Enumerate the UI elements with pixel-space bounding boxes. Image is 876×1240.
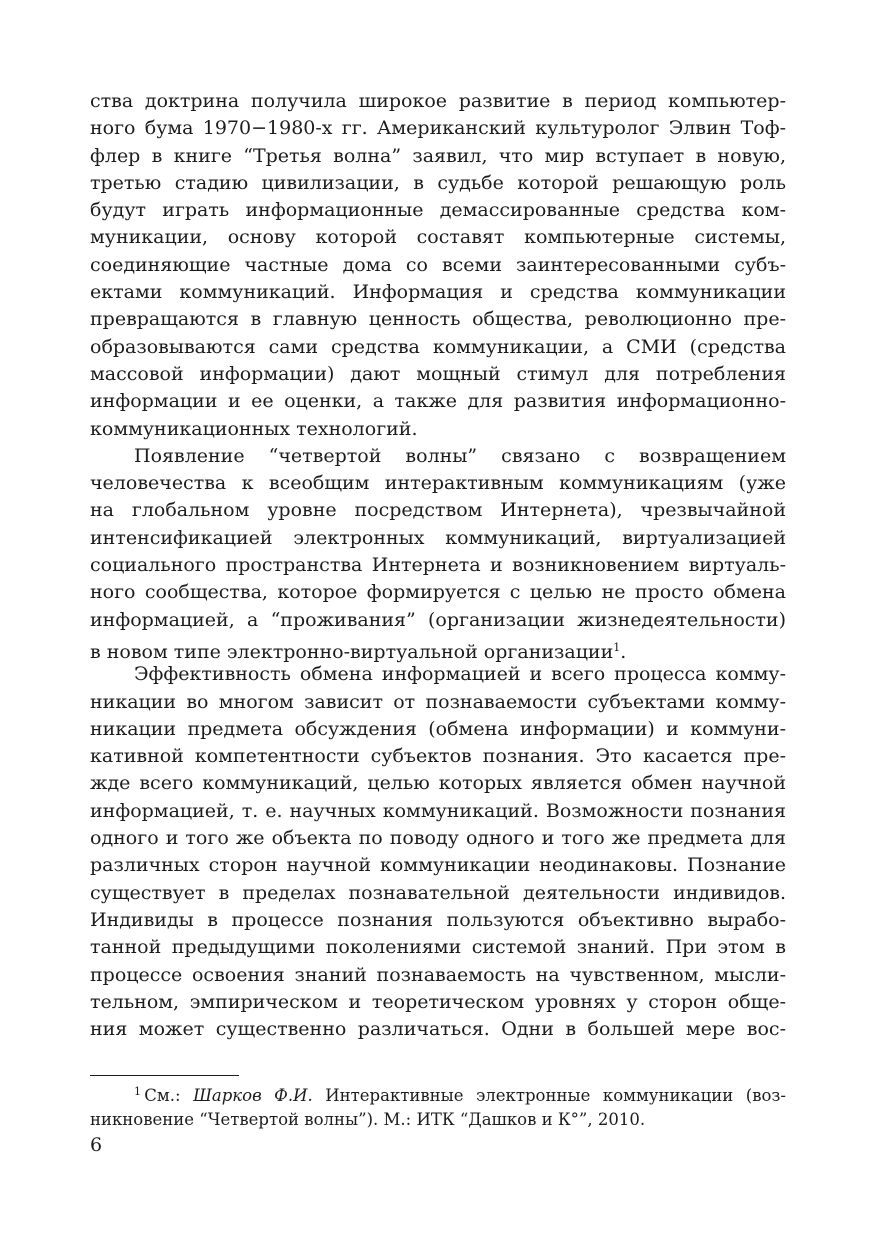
text-line: кативной компетентности субъектов познания. Это касается пре- xyxy=(90,745,786,768)
text-line: человечества к всеобщим интерактивным коммуникациям (уже xyxy=(90,472,786,495)
text-line: интенсификацией электронных коммуникаций, виртуализацией xyxy=(90,526,786,549)
text-line: соединяющие частные дома со всеми заинтересованными субъ- xyxy=(90,253,786,276)
text-line: жде всего коммуникаций, целью которых является обмен научной xyxy=(90,772,786,795)
text-line: информацией, а “проживания” (организации жизнедеятельности) xyxy=(90,608,786,631)
text-line: никации во многом зависит от познаваемости субъектами комму- xyxy=(90,690,786,713)
text-line: Появление “четвертой волны” связано с возвращением xyxy=(134,444,786,467)
text-line: ного бума 1970−1980-х гг. Американский культуролог Элвин Тоф- xyxy=(90,117,786,140)
text-line: на глобальном уровне посредством Интернета), чрезвычайной xyxy=(90,499,786,522)
text-line: тельном, эмпирическом и теоретическом уровнях у сторон обще- xyxy=(90,990,786,1013)
body-text xyxy=(90,88,786,1043)
text-line: ния может существенно различаться. Одни в большей мере вос- xyxy=(90,1018,786,1041)
footnote-prefix: См.: xyxy=(144,1086,194,1105)
footnote-line: никновение “Четвертой волны”). М.: ИТК “Дашков и К°”, 2010. xyxy=(90,1110,646,1129)
text-line: ектами коммуникаций. Информация и средства коммуникации xyxy=(90,281,786,304)
text-line: муникации, основу которой составят компьютерные системы, xyxy=(90,226,786,249)
text-line: социального пространства Интернета и возникновением виртуаль- xyxy=(90,554,786,577)
text-line: ства доктрина получила широкое развитие в период компьютер- xyxy=(90,90,786,112)
text-line: никации предмета обсуждения (обмена информации) и коммуни- xyxy=(90,717,786,740)
text-line: информацией, т. е. научных коммуникаций. Возможности познания xyxy=(90,799,786,822)
text-line: различных сторон научной коммуникации неодинаковы. Познание xyxy=(90,854,786,877)
page-number: 6 xyxy=(90,1134,103,1156)
text-line: процессе освоения знаний познаваемость на чувственном, мысли- xyxy=(90,963,786,986)
text-line: массовой информации) дают мощный стимул для потребления xyxy=(90,362,786,385)
text-line xyxy=(90,634,786,661)
footnote-divider xyxy=(90,1075,239,1076)
footnote-reference[interactable]: 1 xyxy=(613,640,621,654)
text-line: третью стадию цивилизации, в судьбе которой решающую роль xyxy=(90,171,786,194)
text-segment: . xyxy=(620,640,627,663)
text-line: коммуникационных технологий. xyxy=(90,417,418,440)
text-line: будут играть информационные демассированные средства ком- xyxy=(90,199,786,222)
text-segment: в новом типе электронно-виртуальной организации xyxy=(90,640,614,663)
text-line: информации и ее оценки, а также для развития информационно- xyxy=(90,390,786,413)
text-line: существует в пределах познавательной деятельности индивидов. xyxy=(90,881,786,904)
footnote-number: 1 xyxy=(134,1085,141,1098)
text-line: одного и того же объекта по поводу одного и того же предмета для xyxy=(90,827,786,850)
text-line: Индивиды в процессе познания пользуются объективно вырабо- xyxy=(90,908,786,931)
footnote-line xyxy=(90,1080,786,1108)
footnote-author: Шарков Ф.И. xyxy=(193,1086,313,1105)
text-line: ного сообщества, которое формируется с целью не просто обмена xyxy=(90,581,786,604)
text-line: флер в книге “Третья волна” заявил, что мир вступает в новую, xyxy=(90,144,786,167)
footnote xyxy=(90,1080,786,1132)
text-line: Эффективность обмена информацией и всего процесса комму- xyxy=(134,663,786,686)
text-line: превращаются в главную ценность общества, революционно пре- xyxy=(90,308,786,331)
text-line: танной предыдущими поколениями системой знаний. При этом в xyxy=(90,936,786,959)
footnote-title: Интерактивные электронные коммуникации (воз- xyxy=(312,1086,786,1105)
text-line: образовываются сами средства коммуникации, а СМИ (средства xyxy=(90,335,786,358)
